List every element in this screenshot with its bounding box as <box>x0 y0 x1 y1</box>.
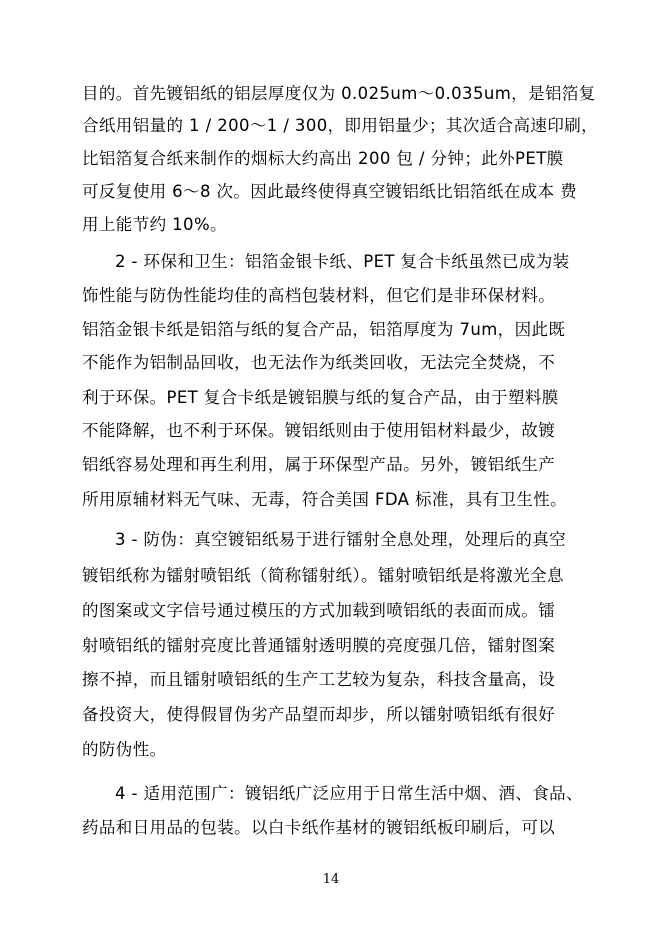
text-line-7: 饰性能与防伪性能均佳的高档包装材料，但它们是非环保材料。 <box>82 286 556 305</box>
text-line-19: 备投资大，使得假冒伪劣产品望而却步，所以镭射喷铝纸有很好 <box>82 705 556 724</box>
text-line-13: 所用原辅材料无气味、无毒，符合美国 FDA 标准，具有卫生性。 <box>82 490 568 509</box>
text-line-16: 的图案或文字信号通过模压的方式加载到喷铝纸的表面而成。镭 <box>82 601 556 620</box>
text-line-22: 药品和日用品的包装。以白卡纸作基材的镀铝纸板印刷后，可以 <box>82 818 556 837</box>
text-line-20: 的防伪性。 <box>82 740 167 759</box>
section-3-heading-line: 3 - 防伪：真空镀铝纸易于进行镭射全息处理，处理后的真空 <box>115 530 567 549</box>
section-2-heading-line: 2 - 环保和卫生：铝箔金银卡纸、PET 复合卡纸虽然已成为装 <box>115 252 570 271</box>
text-line-4: 可反复使用 6～8 次。因此最终使得真空镀铝纸比铝箔纸在成本 费 <box>82 182 578 201</box>
text-line-10: 利于环保。PET 复合卡纸是镀铝膜与纸的复合产品，由于塑料膜 <box>82 388 559 407</box>
section-4-heading-line: 4 - 适用范围广：镀铝纸广泛应用于日常生活中烟、酒、食品、 <box>115 784 583 803</box>
text-line-9: 不能作为铝制品回收，也无法作为纸类回收，无法完全焚烧，不 <box>82 353 556 372</box>
text-line-2: 合纸用铝量的 1 / 200～1 / 300，即用铝量少；其次适合高速印刷， <box>82 116 599 135</box>
text-line-1: 目的。首先镀铝纸的铝层厚度仅为 0.025um～0.035um，是铝箔复 <box>82 84 596 103</box>
text-line-15: 镀铝纸称为镭射喷铝纸（简称镭射纸）。镭射喷铝纸是将激光全息 <box>82 566 564 585</box>
text-line-3: 比铝箔复合纸来制作的烟标大约高出 200 包 / 分钟；此外PET膜 <box>82 149 564 168</box>
text-line-17: 射喷铝纸的镭射亮度比普通镭射透明膜的亮度强几倍，镭射图案 <box>82 636 556 655</box>
text-line-5: 用上能节约 10%。 <box>82 215 227 234</box>
text-line-11: 不能降解，也不利于环保。镀铝纸则由于使用铝材料最少，故镀 <box>82 421 556 440</box>
text-line-8: 铝箔金银卡纸是铝箔与纸的复合产品，铝箔厚度为 7um，因此既 <box>82 320 566 339</box>
text-line-12: 铝纸容易处理和再生利用，属于环保型产品。另外，镀铝纸生产 <box>82 455 556 474</box>
text-line-18: 擦不掉，而且镭射喷铝纸的生产工艺较为复杂，科技含量高，设 <box>82 670 556 689</box>
page-number: 14 <box>322 872 340 887</box>
